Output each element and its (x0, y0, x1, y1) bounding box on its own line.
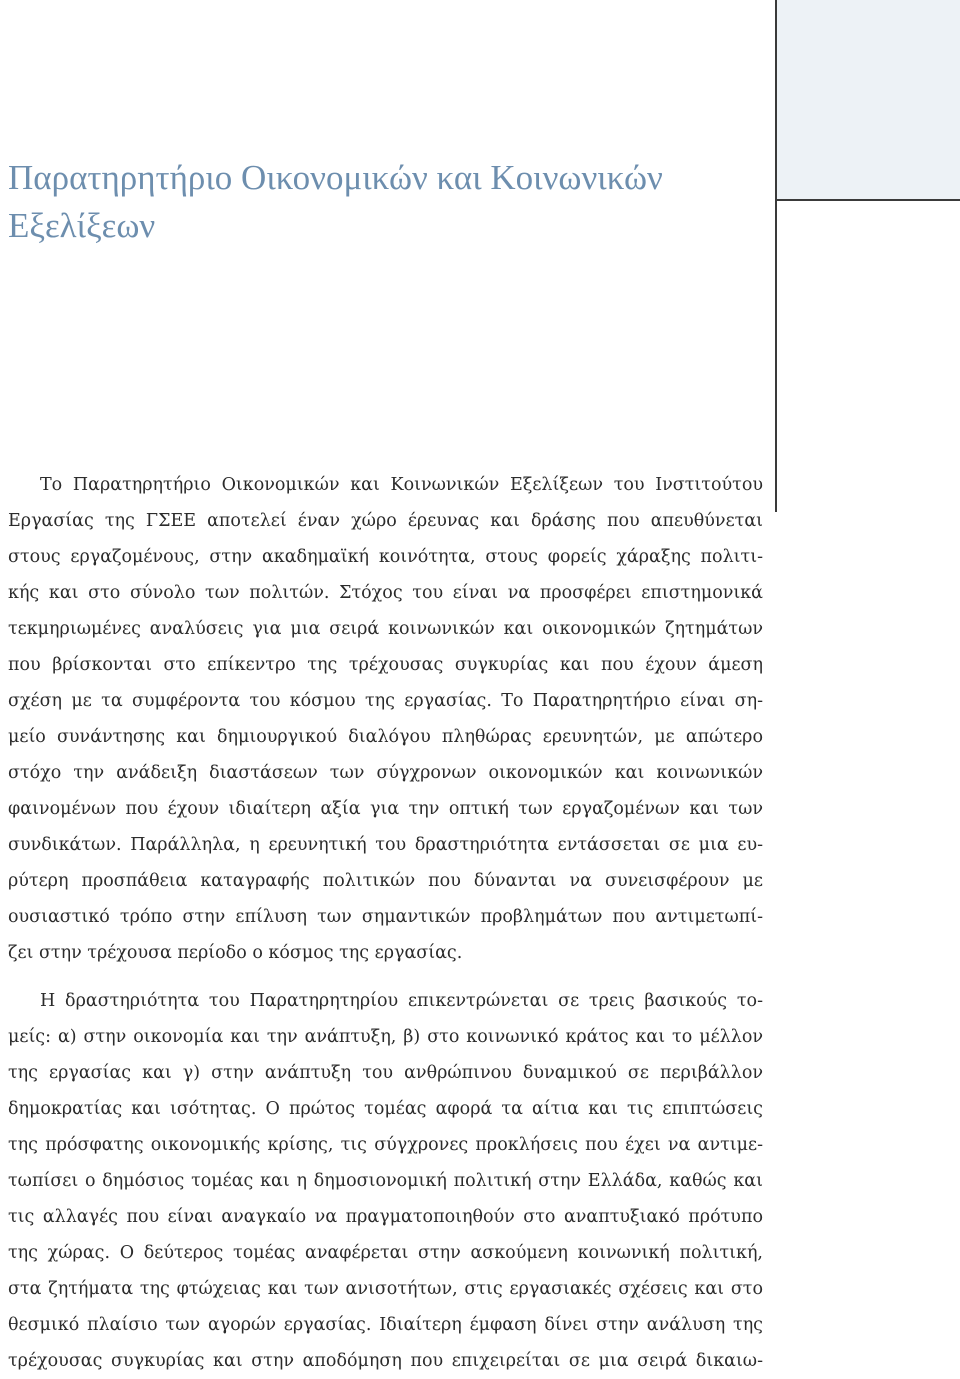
text-line: Εργασίας της ΓΣΕΕ αποτελεί έναν χώρο έρευνας και δράσης που απευθύνεται (8, 511, 763, 531)
text-line: της εργασίας και γ) στην ανάπτυξη του ανθρώπινου δυναμικού σε περιβάλλον (8, 1063, 763, 1083)
text-line: τρέχουσας συγκυρίας και στην αποδόμηση που επιχειρείται σε μια σειρά δικαιω- (8, 1351, 763, 1371)
text-line: δημοκρατίας και ισότητας. Ο πρώτος τομέας αφορά τα αίτια και τις επιπτώσεις (8, 1099, 763, 1119)
text-line: Η δραστηριότητα του Παρατηρητηρίου επικεντρώνεται σε τρεις βασικούς το- (40, 991, 763, 1011)
text-line: ρύτερη προσπάθεια καταγραφής πολιτικών που δύνανται να συνεισφέρουν με (8, 871, 763, 891)
text-line: θεσμικό πλαίσιο των αγορών εργασίας. Ιδιαίτερη έμφαση δίνει στην ανάλυση της (8, 1315, 763, 1335)
paragraph-1 (8, 467, 763, 971)
title-line: Εξελίξεων (8, 206, 156, 245)
text-line: κής και στο σύνολο των πολιτών. Στόχος του είναι να προσφέρει επιστημονικά (8, 583, 763, 603)
text-line: στόχο την ανάδειξη διαστάσεων των σύγχρονων οικονομικών και κοινωνικών (8, 763, 763, 783)
text-line: της πρόσφατης οικονομικής κρίσης, τις σύγχρονες προκλήσεις που έχει να αντιμε- (8, 1135, 763, 1155)
body-text (8, 467, 763, 1379)
text-line: ουσιαστικό τρόπο στην επίλυση των σημαντικών προβλημάτων που αντιμετωπί- (8, 907, 763, 927)
paragraph-2 (8, 983, 763, 1379)
text-line: στους εργαζομένους, στην ακαδημαϊκή κοινότητα, στους φορείς χάραξης πολιτι- (8, 547, 763, 567)
vertical-rule-top (775, 0, 777, 200)
text-line: συνδικάτων. Παράλληλα, η ερευνητική του δραστηριότητα εντάσσεται σε μια ευ- (8, 835, 763, 855)
text-line: τεκμηριωμένες αναλύσεις για μια σειρά κοινωνικών και οικονομικών ζητημάτων (8, 619, 763, 639)
title-line: Παρατηρητήριο Οικονομικών και Κοινωνικών (8, 158, 663, 197)
text-line: της χώρας. Ο δεύτερος τομέας αναφέρεται στην ασκούμενη κοινωνική πολιτική, (8, 1243, 763, 1263)
text-line: φαινομένων που έχουν ιδιαίτερη αξία για την οπτική των εργαζομένων και των (8, 799, 763, 819)
text-line: τωπίσει ο δημόσιος τομέας και η δημοσιονομική πολιτική στην Ελλάδα, καθώς και (8, 1171, 763, 1191)
text-line: ζει στην τρέχουσα περίοδο ο κόσμος της εργασίας. (8, 943, 463, 963)
text-line: στα ζητήματα της φτώχειας και των ανισοτήτων, στις εργασιακές σχέσεις και στο (8, 1279, 763, 1299)
page-title (8, 154, 758, 250)
vertical-rule-bottom (775, 200, 777, 512)
text-line: Το Παρατηρητήριο Οικονομικών και Κοινωνικών Εξελίξεων του Ινστιτούτου (40, 475, 763, 495)
text-line: μείς: α) στην οικονομία και την ανάπτυξη, β) στο κοινωνικό κράτος και το μέλλον (8, 1027, 763, 1047)
text-line: τις αλλαγές που είναι αναγκαίο να πραγματοποιηθούν στο αναπτυξιακό πρότυπο (8, 1207, 763, 1227)
text-line: μείο συνάντησης και δημιουργικού διαλόγου πληθώρας ερευνητών, με απώτερο (8, 727, 763, 747)
horizontal-rule (775, 199, 960, 201)
margin-panel (776, 0, 960, 200)
text-line: που βρίσκονται στο επίκεντρο της τρέχουσας συγκυρίας και που έχουν άμεση (8, 655, 763, 675)
text-line: σχέση με τα συμφέροντα του κόσμου της εργασίας. Το Παρατηρητήριο είναι ση- (8, 691, 763, 711)
